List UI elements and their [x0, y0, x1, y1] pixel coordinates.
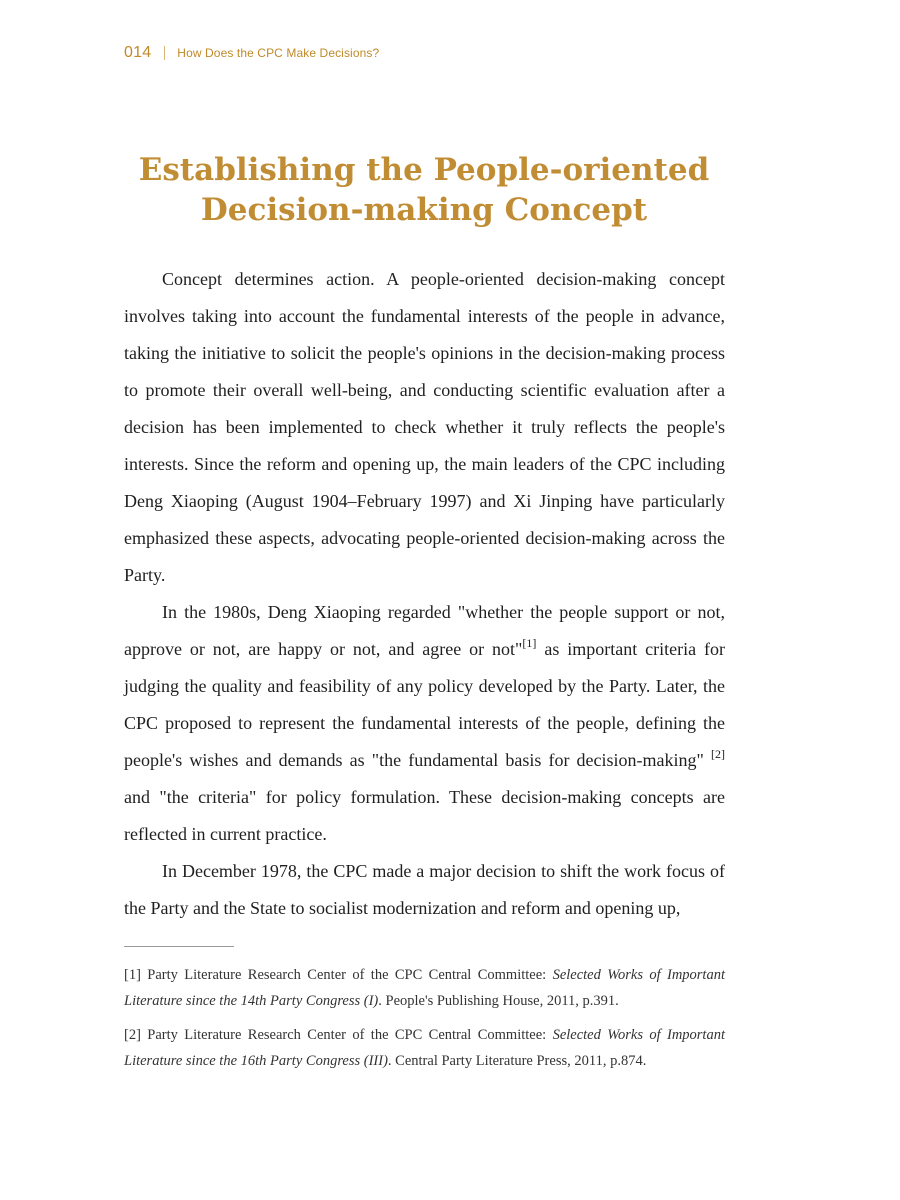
body-text — [124, 261, 725, 927]
paragraph-3: In December 1978, the CPC made a major decision to shift the work focus of the Party and the State to socialist modernization and reform and opening up, — [124, 861, 725, 918]
paragraph-2 — [124, 594, 725, 853]
footnote-ref-2[interactable]: [2] — [711, 747, 725, 761]
page-number: 014 — [124, 44, 152, 61]
footnote-1-suffix: . People's Publishing House, 2011, p.391. — [378, 993, 619, 1009]
chapter-title-line-2: Decision-making Concept — [200, 192, 648, 228]
footnote-divider — [124, 946, 234, 947]
paragraph-2-part-2: as important criteria for judging the quality and feasibility of any policy developed by the Party. Later, the CPC proposed to represent the fundamental interests of the people, defining the people's wishes and demands as "the fundamental basis for decision-making" — [124, 639, 726, 770]
footnotes — [124, 962, 725, 1082]
paragraph-1: Concept determines action. A people-oriented decision-making concept involves taking into account the fundamental interests of the people in advance, taking the initiative to solicit the people's opinions in the decision-making process to promote their overall well-being, and conducting scientific evaluation after a decision has been implemented to check whether it truly reflects the people's interests. Since the reform and opening up, the main leaders of the CPC including Deng Xiaoping (August 1904–February 1997) and Xi Jinping have particularly emphasized these aspects, advocating people-oriented decision-making across the Party. — [124, 269, 725, 585]
book-title: How Does the CPC Make Decisions? — [177, 46, 380, 60]
footnote-1-title: Selected Works of Important Literature since the 14th Party Congress (I) — [124, 967, 725, 1009]
paragraph-2-part-3: and "the criteria" for policy formulation. These decision-making concepts are reflected in current practice. — [124, 787, 725, 844]
footnote-2-title: Selected Works of Important Literature since the 16th Party Congress (III) — [124, 1027, 725, 1069]
footnote-2 — [124, 1022, 725, 1074]
footnote-2-suffix: . Central Party Literature Press, 2011, p.874. — [387, 1053, 647, 1069]
chapter-title — [124, 150, 724, 230]
footnote-1-prefix: [1] Party Literature Research Center of the CPC Central Committee: — [124, 967, 553, 983]
footnote-1 — [124, 962, 725, 1014]
running-head — [124, 44, 379, 62]
paragraph-2-part-1: In the 1980s, Deng Xiaoping regarded "whether the people support or not, approve or not, are happy or not, and agree or not" — [124, 602, 725, 659]
chapter-title-line-1: Establishing the People-oriented — [138, 152, 710, 188]
footnote-2-prefix: [2] Party Literature Research Center of the CPC Central Committee: — [124, 1027, 553, 1043]
header-divider — [164, 46, 165, 60]
footnote-ref-1[interactable]: [1] — [522, 636, 537, 650]
